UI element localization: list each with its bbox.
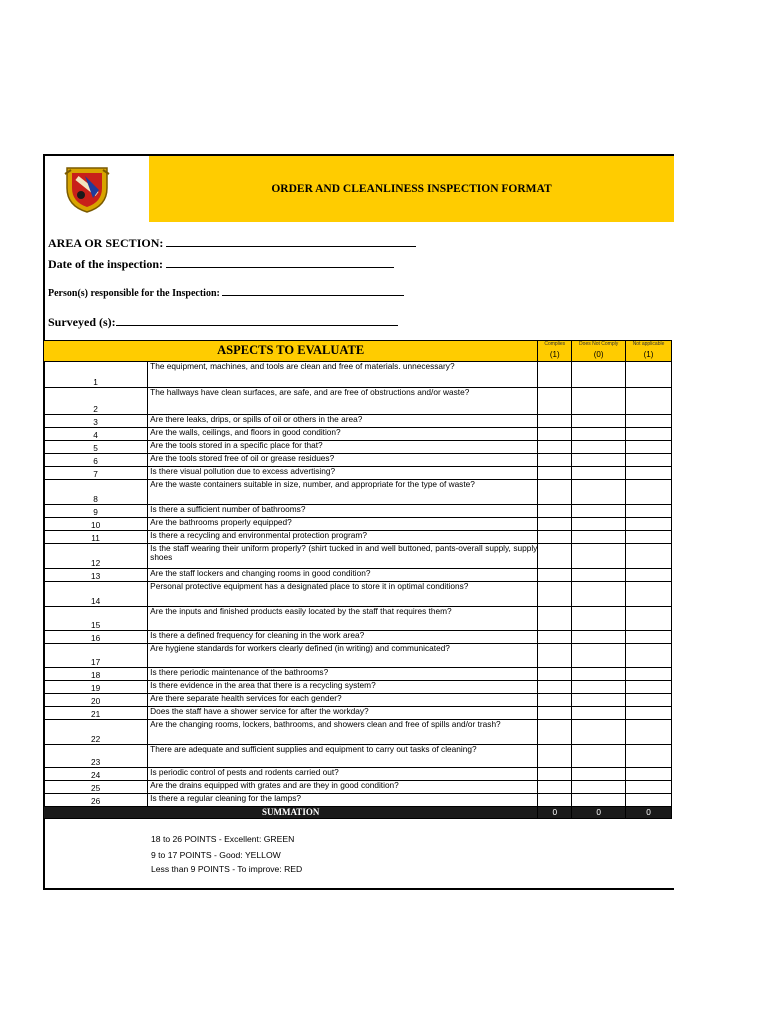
row-number: 22 bbox=[44, 720, 148, 745]
table-row bbox=[44, 544, 672, 569]
not-comply-cell[interactable] bbox=[572, 415, 626, 428]
complies-cell[interactable] bbox=[538, 415, 572, 428]
not-comply-cell[interactable] bbox=[572, 707, 626, 720]
not-applicable-cell[interactable] bbox=[626, 668, 672, 681]
col-not-comply-header bbox=[572, 341, 626, 362]
summation-label: SUMMATION bbox=[44, 807, 538, 819]
not-comply-cell[interactable] bbox=[572, 631, 626, 644]
not-comply-cell[interactable] bbox=[572, 388, 626, 415]
table-row bbox=[44, 454, 672, 467]
not-comply-cell[interactable] bbox=[572, 681, 626, 694]
not-comply-cell[interactable] bbox=[572, 781, 626, 794]
row-question: Is periodic control of pests and rodents carried out? bbox=[148, 768, 538, 781]
evaluation-table bbox=[43, 340, 672, 819]
not-applicable-cell[interactable] bbox=[626, 441, 672, 454]
table-row bbox=[44, 707, 672, 720]
row-number: 2 bbox=[44, 388, 148, 415]
aspects-header: ASPECTS TO EVALUATE bbox=[44, 341, 538, 362]
row-question: Are there separate health services for each gender? bbox=[148, 694, 538, 707]
row-number: 6 bbox=[44, 454, 148, 467]
complies-cell[interactable] bbox=[538, 569, 572, 582]
not-applicable-cell[interactable] bbox=[626, 569, 672, 582]
row-question: Are the tools stored free of oil or grease residues? bbox=[148, 454, 538, 467]
row-question: Are the tools stored in a specific place for that? bbox=[148, 441, 538, 454]
row-question: There are adequate and sufficient supplies and equipment to carry out tasks of cleaning? bbox=[148, 745, 538, 768]
complies-cell[interactable] bbox=[538, 544, 572, 569]
not-applicable-cell[interactable] bbox=[626, 644, 672, 668]
complies-cell[interactable] bbox=[538, 668, 572, 681]
not-comply-cell[interactable] bbox=[572, 694, 626, 707]
not-applicable-cell[interactable] bbox=[626, 794, 672, 807]
complies-cell[interactable] bbox=[538, 480, 572, 505]
not-applicable-cell[interactable] bbox=[626, 415, 672, 428]
not-applicable-cell[interactable] bbox=[626, 505, 672, 518]
summation-complies: 0 bbox=[538, 807, 572, 819]
complies-cell[interactable] bbox=[538, 362, 572, 388]
form-title: ORDER AND CLEANLINESS INSPECTION FORMAT bbox=[149, 156, 674, 222]
row-number: 12 bbox=[44, 544, 148, 569]
not-comply-cell[interactable] bbox=[572, 644, 626, 668]
inspection-sheet bbox=[43, 154, 674, 890]
complies-cell[interactable] bbox=[538, 518, 572, 531]
not-comply-cell[interactable] bbox=[572, 454, 626, 467]
row-question: Are the waste containers suitable in size, number, and appropriate for the type of waste? bbox=[148, 480, 538, 505]
not-applicable-cell[interactable] bbox=[626, 681, 672, 694]
row-number: 18 bbox=[44, 668, 148, 681]
not-applicable-cell[interactable] bbox=[626, 745, 672, 768]
complies-cell[interactable] bbox=[538, 441, 572, 454]
not-comply-cell[interactable] bbox=[572, 518, 626, 531]
complies-cell[interactable] bbox=[538, 505, 572, 518]
table-row bbox=[44, 531, 672, 544]
table-row bbox=[44, 644, 672, 668]
persons-field bbox=[48, 285, 404, 299]
table-row bbox=[44, 582, 672, 607]
persons-label: Person(s) responsible for the Inspection: bbox=[48, 288, 220, 299]
table-row bbox=[44, 607, 672, 631]
not-applicable-cell[interactable] bbox=[626, 781, 672, 794]
complies-cell[interactable] bbox=[538, 631, 572, 644]
not-applicable-cell[interactable] bbox=[626, 707, 672, 720]
not-comply-cell[interactable] bbox=[572, 467, 626, 480]
not-comply-cell[interactable] bbox=[572, 768, 626, 781]
not-comply-cell[interactable] bbox=[572, 544, 626, 569]
sheet-header bbox=[45, 156, 674, 222]
not-applicable-cell[interactable] bbox=[626, 454, 672, 467]
row-question: Are the inputs and finished products easily located by the staff that requires them? bbox=[148, 607, 538, 631]
row-question: Are the staff lockers and changing rooms in good condition? bbox=[148, 569, 538, 582]
row-question: Is the staff wearing their uniform properly? (shirt tucked in and well buttoned, pants-overall supply, supply shoes bbox=[148, 544, 538, 569]
complies-cell[interactable] bbox=[538, 745, 572, 768]
not-applicable-cell[interactable] bbox=[626, 362, 672, 388]
row-number: 19 bbox=[44, 681, 148, 694]
row-number: 3 bbox=[44, 415, 148, 428]
not-comply-cell[interactable] bbox=[572, 480, 626, 505]
table-row bbox=[44, 668, 672, 681]
table-header-row bbox=[44, 341, 672, 362]
not-comply-cell[interactable] bbox=[572, 531, 626, 544]
row-question: Is there visual pollution due to excess advertising? bbox=[148, 467, 538, 480]
row-number: 26 bbox=[44, 794, 148, 807]
area-label: AREA OR SECTION: bbox=[48, 236, 164, 250]
row-question: Are hygiene standards for workers clearly defined (in writing) and communicated? bbox=[148, 644, 538, 668]
table-row bbox=[44, 694, 672, 707]
row-number: 10 bbox=[44, 518, 148, 531]
not-comply-cell[interactable] bbox=[572, 505, 626, 518]
table-row bbox=[44, 681, 672, 694]
table-row bbox=[44, 569, 672, 582]
row-question: Is there periodic maintenance of the bathrooms? bbox=[148, 668, 538, 681]
complies-cell[interactable] bbox=[538, 467, 572, 480]
not-comply-cell[interactable] bbox=[572, 582, 626, 607]
summation-na: 0 bbox=[626, 807, 672, 819]
date-label: Date of the inspection: bbox=[48, 257, 163, 271]
row-number: 9 bbox=[44, 505, 148, 518]
complies-cell[interactable] bbox=[538, 720, 572, 745]
not-comply-cell[interactable] bbox=[572, 441, 626, 454]
date-field bbox=[48, 257, 394, 272]
col-not-comply-title: Does Not Comply bbox=[579, 341, 619, 347]
col-not-comply-points: (0) bbox=[593, 350, 604, 359]
not-applicable-cell[interactable] bbox=[626, 531, 672, 544]
not-comply-cell[interactable] bbox=[572, 607, 626, 631]
row-number: 13 bbox=[44, 569, 148, 582]
complies-cell[interactable] bbox=[538, 454, 572, 467]
not-applicable-cell[interactable] bbox=[626, 768, 672, 781]
not-applicable-cell[interactable] bbox=[626, 720, 672, 745]
not-comply-cell[interactable] bbox=[572, 569, 626, 582]
not-applicable-cell[interactable] bbox=[626, 607, 672, 631]
legend-excellent: 18 to 26 POINTS - Excellent: GREEN bbox=[151, 834, 295, 844]
table-row bbox=[44, 415, 672, 428]
table-row bbox=[44, 720, 672, 745]
row-number: 8 bbox=[44, 480, 148, 505]
not-applicable-cell[interactable] bbox=[626, 694, 672, 707]
row-number: 21 bbox=[44, 707, 148, 720]
col-complies-header bbox=[538, 341, 572, 362]
not-applicable-cell[interactable] bbox=[626, 428, 672, 441]
complies-cell[interactable] bbox=[538, 794, 572, 807]
surveyed-input-line[interactable] bbox=[116, 315, 398, 326]
row-number: 5 bbox=[44, 441, 148, 454]
row-question: Is there a recycling and environmental protection program? bbox=[148, 531, 538, 544]
not-comply-cell[interactable] bbox=[572, 428, 626, 441]
table-row bbox=[44, 505, 672, 518]
table-row bbox=[44, 794, 672, 807]
row-number: 14 bbox=[44, 582, 148, 607]
coat-of-arms-logo bbox=[63, 164, 111, 214]
table-row bbox=[44, 631, 672, 644]
col-complies-points: (1) bbox=[549, 350, 560, 359]
persons-input-line[interactable] bbox=[222, 285, 404, 296]
not-applicable-cell[interactable] bbox=[626, 631, 672, 644]
row-number: 4 bbox=[44, 428, 148, 441]
complies-cell[interactable] bbox=[538, 707, 572, 720]
complies-cell[interactable] bbox=[538, 388, 572, 415]
complies-cell[interactable] bbox=[538, 781, 572, 794]
table-row bbox=[44, 781, 672, 794]
complies-cell[interactable] bbox=[538, 582, 572, 607]
complies-cell[interactable] bbox=[538, 768, 572, 781]
not-applicable-cell[interactable] bbox=[626, 518, 672, 531]
row-question: Are the bathrooms properly equipped? bbox=[148, 518, 538, 531]
col-complies-title: Complies bbox=[544, 341, 566, 347]
row-number: 16 bbox=[44, 631, 148, 644]
row-question: Are the drains equipped with grates and are they in good condition? bbox=[148, 781, 538, 794]
table-row bbox=[44, 518, 672, 531]
complies-cell[interactable] bbox=[538, 607, 572, 631]
row-number: 24 bbox=[44, 768, 148, 781]
table-row bbox=[44, 362, 672, 388]
summation-not-comply: 0 bbox=[572, 807, 626, 819]
not-comply-cell[interactable] bbox=[572, 794, 626, 807]
area-field bbox=[48, 236, 416, 251]
row-question: Is there a sufficient number of bathrooms? bbox=[148, 505, 538, 518]
row-number: 23 bbox=[44, 745, 148, 768]
not-applicable-cell[interactable] bbox=[626, 544, 672, 569]
row-number: 25 bbox=[44, 781, 148, 794]
not-applicable-cell[interactable] bbox=[626, 388, 672, 415]
table-row bbox=[44, 467, 672, 480]
area-input-line[interactable] bbox=[166, 236, 416, 247]
table-row bbox=[44, 388, 672, 415]
row-question: The hallways have clean surfaces, are safe, and are free of obstructions and/or waste? bbox=[148, 388, 538, 415]
surveyed-label: Surveyed (s): bbox=[48, 315, 116, 329]
not-comply-cell[interactable] bbox=[572, 720, 626, 745]
legend-good: 9 to 17 POINTS - Good: YELLOW bbox=[151, 850, 281, 860]
logo-cell bbox=[45, 156, 150, 222]
complies-cell[interactable] bbox=[538, 681, 572, 694]
row-question: Is there evidence in the area that there is a recycling system? bbox=[148, 681, 538, 694]
row-question: Is there a defined frequency for cleaning in the work area? bbox=[148, 631, 538, 644]
col-na-title: Not applicable bbox=[632, 341, 665, 347]
not-applicable-cell[interactable] bbox=[626, 480, 672, 505]
complies-cell[interactable] bbox=[538, 428, 572, 441]
complies-cell[interactable] bbox=[538, 644, 572, 668]
not-comply-cell[interactable] bbox=[572, 362, 626, 388]
not-applicable-cell[interactable] bbox=[626, 467, 672, 480]
table-row bbox=[44, 480, 672, 505]
not-comply-cell[interactable] bbox=[572, 745, 626, 768]
table-row bbox=[44, 745, 672, 768]
table-row bbox=[44, 768, 672, 781]
row-number: 11 bbox=[44, 531, 148, 544]
row-question: Are the walls, ceilings, and floors in good condition? bbox=[148, 428, 538, 441]
row-number: 15 bbox=[44, 607, 148, 631]
row-question: Are there leaks, drips, or spills of oil or others in the area? bbox=[148, 415, 538, 428]
row-number: 7 bbox=[44, 467, 148, 480]
row-number: 20 bbox=[44, 694, 148, 707]
summation-row bbox=[44, 807, 672, 819]
complies-cell[interactable] bbox=[538, 531, 572, 544]
date-input-line[interactable] bbox=[166, 257, 394, 268]
col-na-header bbox=[626, 341, 672, 362]
complies-cell[interactable] bbox=[538, 694, 572, 707]
row-number: 17 bbox=[44, 644, 148, 668]
row-question: Personal protective equipment has a designated place to store it in optimal conditions? bbox=[148, 582, 538, 607]
col-na-points: (1) bbox=[643, 350, 654, 359]
not-applicable-cell[interactable] bbox=[626, 582, 672, 607]
row-question: Does the staff have a shower service for after the workday? bbox=[148, 707, 538, 720]
surveyed-field bbox=[48, 315, 398, 330]
table-row bbox=[44, 441, 672, 454]
row-question: The equipment, machines, and tools are clean and free of materials. unnecessary? bbox=[148, 362, 538, 388]
row-question: Is there a regular cleaning for the lamps? bbox=[148, 794, 538, 807]
table-row bbox=[44, 428, 672, 441]
row-question: Are the changing rooms, lockers, bathrooms, and showers clean and free of spills and/or trash? bbox=[148, 720, 538, 745]
row-number: 1 bbox=[44, 362, 148, 388]
not-comply-cell[interactable] bbox=[572, 668, 626, 681]
legend-improve: Less than 9 POINTS - To improve: RED bbox=[151, 864, 303, 874]
